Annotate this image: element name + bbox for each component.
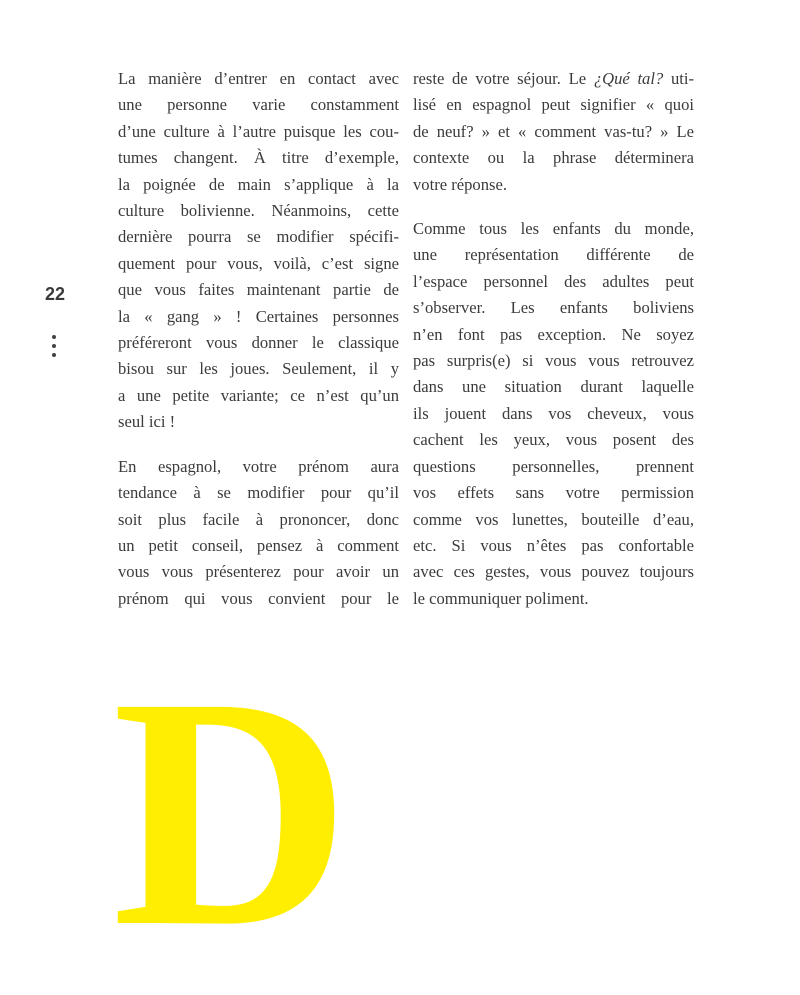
page-number: 22 (44, 284, 66, 304)
text-line: soit plus facile à prononcer, donc (118, 509, 399, 529)
text-line: ils jouent dans vos cheveux, vous (413, 403, 694, 423)
text-line: que vous faites maintenant partie de (118, 280, 399, 300)
paragraph (118, 454, 399, 612)
text-line: l’espace personnel des adultes peut (413, 271, 694, 291)
text-segment: uti- (663, 69, 694, 88)
text-segment: reste de votre séjour. Le (413, 69, 594, 88)
text-line: le communiquer poliment. (413, 588, 589, 608)
text-line: questions personnelles, prennent (413, 456, 694, 476)
right-text-column (413, 66, 694, 630)
text-line: tendance à se modifier pour qu’il (118, 483, 399, 503)
decorative-dropcap-letter: D (112, 630, 351, 995)
text-line: un petit conseil, pensez à comment (118, 535, 399, 555)
text-line: n’en font pas exception. Ne soyez (413, 324, 694, 344)
text-line: de neuf? » et « comment vas-tu? » Le (413, 121, 694, 141)
text-line: vos effets sans votre permission (413, 483, 694, 503)
dot (52, 353, 56, 357)
text-line: s’observer. Les enfants boliviens (413, 298, 694, 318)
text-line: la poignée de main s’applique à la (118, 174, 399, 194)
italic-phrase: ¿Qué tal? (593, 69, 664, 88)
text-line: cachent les yeux, vous posent des (413, 430, 694, 450)
text-line: vous vous présenterez pour avoir un (118, 562, 399, 582)
text-line: dernière pourra se modifier spécifi- (118, 227, 399, 247)
text-line: dans une situation durant laquelle (413, 377, 694, 397)
text-line: la « gang » ! Certaines personnes (118, 306, 399, 326)
text-line: En espagnol, votre prénom aura (118, 456, 399, 476)
text-line: contexte ou la phrase déterminera (413, 148, 694, 168)
left-text-column (118, 66, 399, 630)
paragraph (413, 216, 694, 612)
dot (52, 344, 56, 348)
text-line: votre réponse. (413, 174, 507, 194)
text-line: quement pour vous, voilà, c’est signe (118, 253, 399, 273)
text-line: culture bolivienne. Néanmoins, cette (118, 201, 399, 221)
text-line: comme vos lunettes, bouteille d’eau, (413, 509, 694, 529)
text-line: préféreront vous donner le classique (118, 333, 399, 353)
text-line: lisé en espagnol peut signifier « quoi (413, 95, 694, 115)
text-line: avec ces gestes, vous pouvez toujours (413, 562, 694, 582)
text-line: d’une culture à l’autre puisque les cou- (118, 121, 399, 141)
text-line: une représentation différente de (413, 245, 694, 265)
paragraph (413, 66, 694, 198)
text-line: La manière d’entrer en contact avec (118, 69, 399, 88)
text-line: pas surpris(e) si vous vous retrouvez (413, 351, 694, 371)
text-line: tumes changent. À titre d’exemple, (118, 148, 399, 168)
text-line (413, 66, 694, 92)
paragraph (118, 66, 399, 436)
text-line: Comme tous les enfants du monde, (413, 219, 694, 239)
text-line: bisou sur les joues. Seulement, il y (118, 359, 399, 379)
text-line: a une petite variante; ce n’est qu’un (118, 385, 399, 405)
text-line: prénom qui vous convient pour le (118, 588, 399, 608)
vertical-ellipsis-icon (52, 335, 58, 362)
dot (52, 335, 56, 339)
text-line: une personne varie constamment (118, 95, 399, 115)
text-line: etc. Si vous n’êtes pas confortable (413, 535, 694, 555)
text-line: seul ici ! (118, 412, 176, 432)
